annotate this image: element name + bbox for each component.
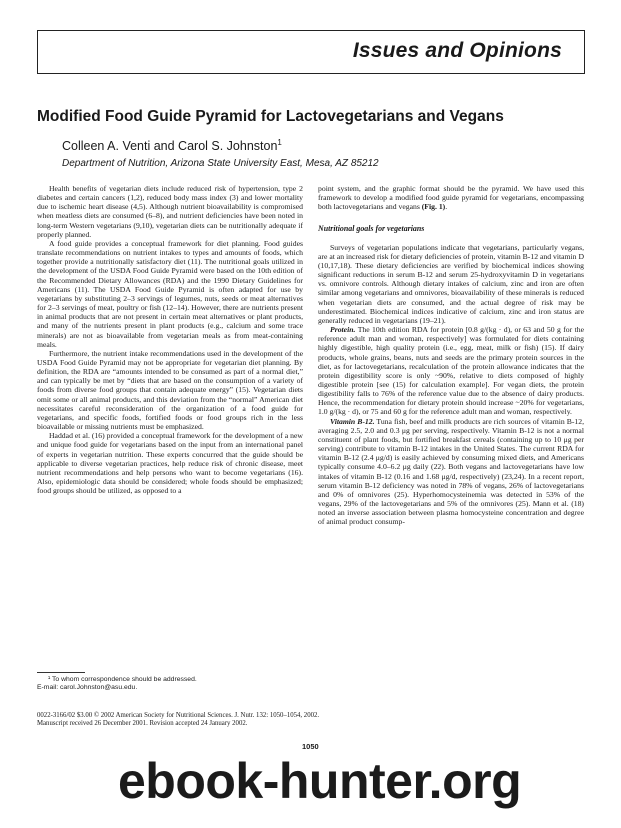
paragraph: Haddad et al. (16) provided a conceptual framework for the development of a new and unique food guide for vegetarians based on the input from an international panel of experts in vegetarian nutrition. These experts concurred that the guide should be applicable to diverse vegetarian practices, help reduce risk of chronic disease, meet nutrient recommendations and help persons who want to become vegetarians (16). Also, epidemiologic data should be considered; whole foods should be emphasized; food groups should be utilized, as opposed to a [37,431,303,496]
subsection-label: Vitamin B-12. [330,416,375,426]
paragraph [318,417,584,527]
manuscript-dates: Manuscript received 26 December 2001. Revision accepted 24 January 2002. [37,720,248,728]
right-column [318,184,584,696]
author-footnote-marker: 1 [277,138,282,147]
figure-reference: (Fig. 1) [421,202,446,212]
section-banner [37,30,585,74]
publication-info [37,712,319,729]
paragraph: A food guide provides a conceptual framework for diet planning. Food guides translate recommendations on nutrient intakes to types and amounts of foods, which together provide a nutritionally satisfactory diet (11). The nutritional goals utilized in the development of the USDA Food Guide Pyramid were based on the 10th edition of the Recommended Dietary Allowances (RDA) and the 1990 Dietary Guidelines for Americans (11). The USDA Food Guide Pyramid is often adapted for use by vegetarians by substituting 2–3 servings of legumes, nuts, seeds or meat alternatives for 2–3 servings of meat, poultry or fish (12–14). However, there are nutrients present in animal products that are not present in certain meat alternatives or plant products, and many of the nutrients present in plant products (e.g., calcium and some trace minerals) are not as bioavailable from vegetarian meals as from meat-containing meals. [37,238,303,349]
page-number: 1050 [302,742,319,751]
affiliation: Department of Nutrition, Arizona State University East, Mesa, AZ 85212 [62,158,379,169]
left-column [37,184,303,660]
watermark: ebook-hunter.org [118,753,522,809]
paragraph [318,184,584,211]
author-names: Colleen A. Venti and Carol S. Johnston [62,139,278,154]
footnote-divider [37,672,85,673]
copyright-line: 0022-3166/02 $3.00 © 2002 American Society for Nutritional Sciences. J. Nutr. 132: 1050–1054, 2002. [37,712,320,719]
paragraph-text: The 10th edition RDA for protein [0.8 g/(kg · d), or 63 and 50 g for the reference adult man and woman, respectively] was formulated for diets containing highly digestible, high quality protein (i.e., egg, meat, milk or fish) (15). If dairy products, whole grains, beans, nuts and seeds are the primary protein sources in the diet, as for lactovegetarians, recalculation of the protein allowance indicates that the protein digestibility score is only ~90%, relative to diets composed of highly digestible protein [see (15) for calculation example]. For vegan diets, the protein digestibility falls to 76% of the reference value due to the absence of dairy products. Hence, the recommendation for dietary protein should increase ~20% for vegetarians, 1.0 g/(kg · d), or 75 and 60 g for the reference adult man and woman, respectively. [318,325,584,417]
section-heading: Nutritional goals for vegetarians [318,224,425,234]
paragraph: Furthermore, the nutrient intake recommendations used in the development of the USDA Food Guide Pyramid may not be appropriate for vegetarian diet planning. By definition, the RDA are “amounts intended to be consumed as part of a normal diet,” and can typically be met by “diets that are based on the consumption of a variety of foods from diverse food groups that contain adequate energy” (15). Vegetarian diets omit some or all animal products, and this deviation from the “normal” American diet necessitates careful reconsideration of the organization of a food guide for vegetarians, and specific foods, fortified foods or food groups rich in the less bioavailable or missing nutrients must be emphasized. [37,348,303,432]
paragraph-text: point system, and the graphic format should be the pyramid. We have used this framework to develop a modified food guide pyramid for vegetarians, encompassing both lactovegetarians and vegans [318,184,584,212]
paragraph-end: . [445,202,448,212]
paragraph: Surveys of vegetarian populations indicate that vegetarians, particularly vegans, are at an increased risk for dietary deficiencies of protein, vitamin B-12 and vitamin D (10,17,18). These dietary deficiencies are verified by biochemical indices showing significant reductions in serum B-12 and serum 25-hydroxyvitamin D in vegetarians vs. omnivore controls. Although dietary intakes of calcium, zinc and iron are often similar among vegetarians and omnivores, bioavailability of these minerals is reduced when vegetarian diets are consumed, and the actual degree of risk may be underestimated. Biochemical indices indicative of calcium, zinc and iron status are generally reduced in vegetarians (19–21). [318,242,584,325]
subsection-label: Protein. [330,325,356,335]
section-title: Issues and Opinions [352,39,562,62]
paragraph: Health benefits of vegetarian diets include reduced risk of hypertension, type 2 diabetes and certain cancers (1,2), reduced body mass index (3) and lower mortality due to ischemic heart disease (4,5). Although nutrient bioavailability is compromised when meatless diets are consumed (6–8), and nutrient deficiencies have been noted in long-term Western vegetarians (9,10), vegetarian diets can be nutritionally adequate if properly planned. [37,184,303,239]
footnote-line: ¹ To whom correspondence should be addressed. [48,676,197,683]
footnote [37,676,197,692]
paragraph [318,325,584,417]
paragraph-text: Tuna fish, beef and milk products are rich sources of vitamin B-12, averaging 2.5, 2.0 and 0.3 μg per serving, respectively. Vitamin B-12 is not a normal constituent of plant foods, but fortified breakfast cereals (containing up to 10 μg per serving) contribute to vitamin B-12 intakes in the United States. The current RDA for vitamin B-12 (2.4 μg/d) is easily achieved by consuming mixed diets, and Americans typically consume 4.0–6.2 μg daily (22). Both vegans and lactovegetarians have low intakes of vitamin B-12 (0.16 and 1.68 μg/d, respectively) (23,24). In a recent report, serum vitamin B-12 deficiency was noted in 78% of vegans, 26% of lactovegetarians and 0% of omnivores (25). Hyperhomocysteinemia was detected in 53% of the vegans, 29% of the lactovegetarians and 5% of the omnivores (25). Mann et al. (18) noted an inverse association between plasma homocysteine concentration and degree of animal product consump- [318,416,584,527]
footnote-email: E-mail: carol.Johnston@asu.edu. [37,684,138,692]
authors [62,138,282,153]
article-title: Modified Food Guide Pyramid for Lactovegetarians and Vegans [37,108,504,125]
